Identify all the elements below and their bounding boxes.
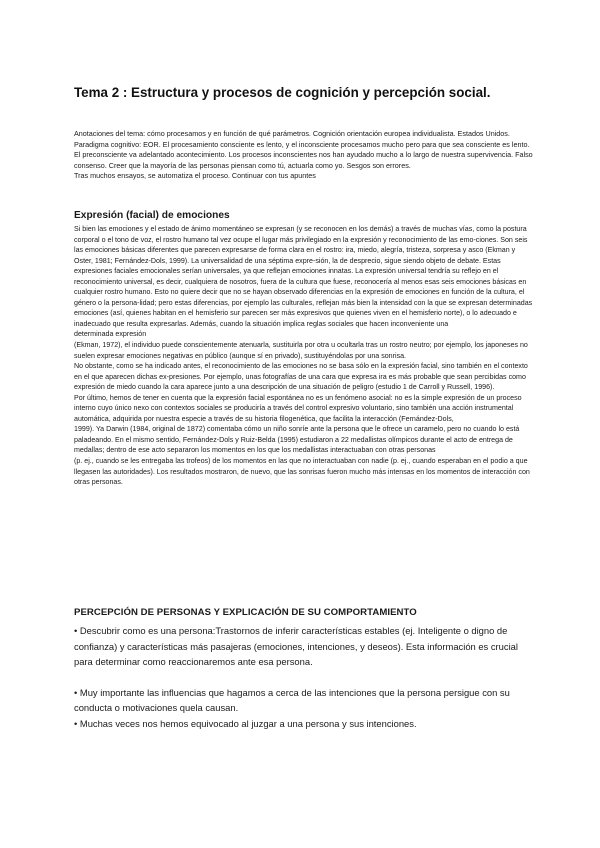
document-title: Tema 2 : Estructura y procesos de cognición y percepción social. — [74, 85, 491, 100]
intro-paragraph: Anotaciones del tema: cómo procesamos y en función de qué parámetros. Cognición orientación europea individualista. Estados Unidos. Paradigma cognitivo: EOR. El procesamiento consciente es lento, y el inconsciente procesamos mucho pero para que sea consciente es lento. El preconsciente va adelantado acontecimiento. Los procesos inconscientes nos han ayudado mucho a lo largo de nuestra supervivencia. Falso consenso. Creer que la mayoría de las personas piensan como tú, actuarla como yo. Sesgos son errores. — [74, 129, 533, 170]
section-body-expresion — [74, 224, 536, 488]
bullet-item: • Muy importante las influencias que hagamos a cerca de las intenciones que la persona persigue con su conducta o motivaciones quela causan. — [74, 686, 510, 713]
bullet-item: • Muchas veces nos hemos equivocado al juzgar a una persona y sus intenciones. — [74, 717, 417, 729]
body-paragraph: No obstante, como se ha indicado antes, el reconocimiento de las emociones no se basa sólo en la expresión facial, sino también en el contexto en el que aparecen dichas ex-presiones. Por ejemplo, unas fotografías de una cara que expresa ira es más probable que sean percibidas como expresión de miedo cuando la cara aparece junto a una descripción de una situación de peligro (estudio 1 de Carroll y Russell, 1996). — [74, 362, 528, 392]
intro-paragraph: Tras muchos ensayos, se automatiza el proceso. Continuar con tus apuntes — [74, 171, 316, 181]
bullet-list — [74, 623, 536, 731]
body-paragraph: determinada expresión — [74, 330, 147, 339]
body-paragraph: 1999). Ya Darwin (1984, original de 1872) comentaba cómo un niño sonríe ante la persona que le ofrece un caramelo, pero no cuando lo está paladeando. En el mismo sentido, Fernández-Dols y Ruiz-Belda (1995) estudiaron a 22 medallistas olímpicos durante el acto de entrega de medallas; dentro de ese acto separaron los momentos en los que los medallistas interactuaban con otras personas — [74, 425, 520, 455]
section-heading-expresion: Expresión (facial) de emociones — [74, 210, 230, 221]
bullet-item: • Descubrir como es una persona:Trastornos de inferir características estables (ej. Inteligente o digno de confianza) y características más pasajeras (emociones, intenciones, y deseos). Esta información es crucial para determinar como reaccionaremos ante esa persona. — [74, 625, 518, 667]
body-paragraph: (Ekman, 1972), el individuo puede conscientemente atenuarla, sustituirla por otra u ocultarla tras un rostro neutro; por ejemplo, los japoneses no suelen expresar emociones negativas en público (aunque sí en privado), sustituyéndolas por una sonrisa. — [74, 341, 528, 360]
body-paragraph: (p. ej., cuando se les entregaba las trofeos) de los momentos en las que no interactuaban con nadie (p. ej., cuando esperaban en el podio a que llegasen las autoridades). Los resultados mostraron, de nuevo, que las sonrisas fueron mucho más intensas en los momentos de interacción con otras personas. — [74, 457, 530, 487]
body-paragraph: Si bien las emociones y el estado de ánimo momentáneo se expresan (y se reconocen en los demás) a través de muchas vías, como la postura corporal o el tono de voz, el rostro humano tal vez ocupe el lugar más privilegiado en la expresión y reconocimiento de las emo-ciones. Son seis las emociones básicas diferentes que parecen expresarse de forma clara en el rostro: ira, miedo, alegría, tristeza, sorpresa y asco (Ekman y Oster, 1981; Fernández-Dols, 1999). La universalidad de una séptima expre-sión, la de desprecio, sigue siendo objeto de debate. Estas expresiones faciales emocionales serían universales, ya que reflejan emociones innatas. La expresión universal tendría su reflejo en el reconocimiento universal, es decir, cualquiera de nosotros, fuera de la cultura que fuese, reconocería al menos esas seis emociones básicas en cualquier rostro humano. Esto no quiere decir que no se hayan observado diferencias en la expresión de emociones en función de la cultura, el género o la persona-lidad; pero estas diferencias, por ejemplo las culturales, reflejan más bien la intensidad con la que se expresan determinadas emociones (así, quienes habitan en el hemisferio sur parecen ser más expresivos que quienes viven en el hemisferio norte), o lo adecuado e inadecuado que resulta expresarlas. Además, cuando la situación implica reglas sociales que hacen inconveniente una — [74, 225, 533, 328]
body-paragraph: Por último, hemos de tener en cuenta que la expresión facial espontánea no es un fenómeno asocial: no es la simple expresión de un proceso interno cuyo único nexo con contextos sociales se produciría a través del control expresivo voluntario, sino también una acción instrumental automática, adquirida por nuestra especie a través de su historia filogenética, que facilita la interacción (Fernández-Dols, — [74, 393, 522, 423]
intro-notes — [74, 129, 534, 182]
section-heading-percepcion: PERCEPCIÓN DE PERSONAS Y EXPLICACIÓN DE SU COMPORTAMIENTO — [74, 607, 417, 618]
